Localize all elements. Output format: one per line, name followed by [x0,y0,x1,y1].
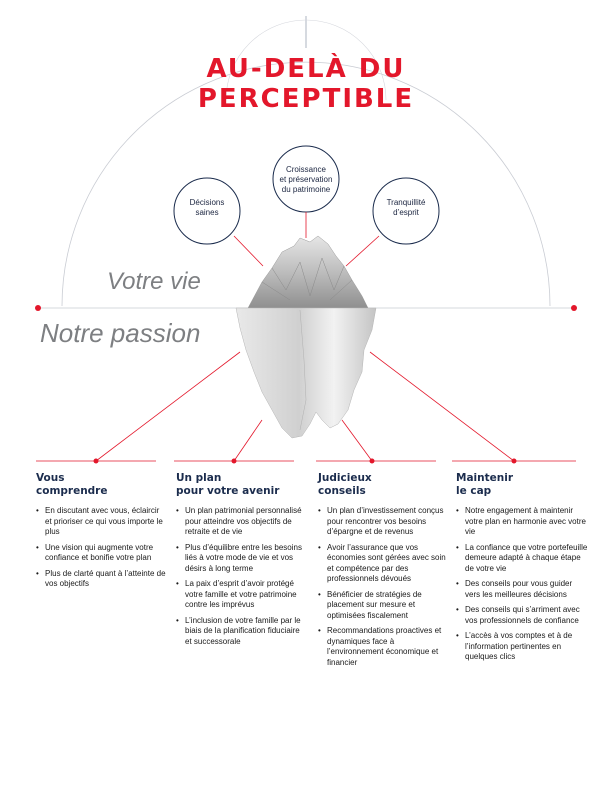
column-dot [370,459,375,464]
list-item: • La confiance que votre portefeuille demeure adapté à chaque étape de votre vie [456,543,588,575]
iceberg-top [248,236,368,308]
connector-line [234,236,263,266]
column-judicieux-conseils [318,472,450,673]
list-item: • Une vision qui augmente votre confiance et bonifie votre plan [36,543,168,564]
circle-label-tranquillite: Tranquillité d’esprit [386,198,426,217]
list-item: • Bénéficier de stratégies de placement sur mesure et optimisées fiscalement [318,590,450,622]
column-un-plan [176,472,308,652]
bullet-list [176,506,308,647]
list-item: • Recommandations proactives et dynamiques face à l’environnement économique et financier [318,626,450,668]
list-item: • Notre engagement à maintenir votre plan en harmonie avec votre vie [456,506,588,538]
bullet-list [318,506,450,668]
column-vous-comprendre [36,472,168,595]
label-notre-passion: Notre passion [40,318,201,348]
list-item: • Des conseils pour vous guider vers les meilleures décisions [456,579,588,600]
column-maintenir-le-cap [456,472,588,668]
column-title: Vous comprendre [36,472,108,497]
waterline-left-dot [35,305,41,311]
column-dot [512,459,517,464]
column-title: Judicieux conseils [318,472,372,497]
bullet-list [36,506,168,590]
list-item: • Un plan patrimonial personnalisé pour atteindre vos objectifs de retraite et de vie [176,506,308,538]
column-title: Un plan pour votre avenir [176,472,280,497]
list-item: • L’inclusion de votre famille par le biais de la planification fiduciaire et successorale [176,616,308,648]
list-item: • L’accès à vos comptes et à de l’information pertinentes en quelques clics [456,631,588,663]
list-item: • Plus d’équilibre entre les besoins liés à votre mode de vie et vos désirs à long terme [176,543,308,575]
list-item: • Un plan d’investissement conçus pour rencontrer vos besoins d’épargne et de revenus [318,506,450,538]
connector-line [370,352,514,461]
list-item: • Plus de clarté quant à l’atteinte de vos objectifs [36,569,168,590]
list-item: • Des conseils qui s’arriment avec vos professionnels de confiance [456,605,588,626]
list-item: • La paix d’esprit d’avoir protégé votre famille et votre patrimoine contre les imprévus [176,579,308,611]
page-title-line2: PERCEPTIBLE [197,84,415,114]
list-item: • Avoir l’assurance que vos économies sont gérées avec soin et compétence par des professionnels dévoués [318,543,450,585]
list-item: • En discutant avec vous, éclaircir et prioriser ce qui vous importe le plus [36,506,168,538]
circle-label-croissance: Croissance et préservation du patrimoine [279,165,333,194]
column-title: Maintenir le cap [456,472,514,497]
page-title-line1: AU-DELÀ DU [206,54,406,84]
connector-line [342,420,372,461]
column-dot [232,459,237,464]
connector-line [234,420,262,461]
connector-line [96,352,240,461]
connector-line [346,236,379,266]
waterline-right-dot [571,305,577,311]
label-votre-vie: Votre vie [107,268,201,295]
iceberg-bottom [236,308,376,438]
circle-label-decisions: Décisions saines [189,198,225,217]
column-dot [94,459,99,464]
bullet-list [456,506,588,663]
